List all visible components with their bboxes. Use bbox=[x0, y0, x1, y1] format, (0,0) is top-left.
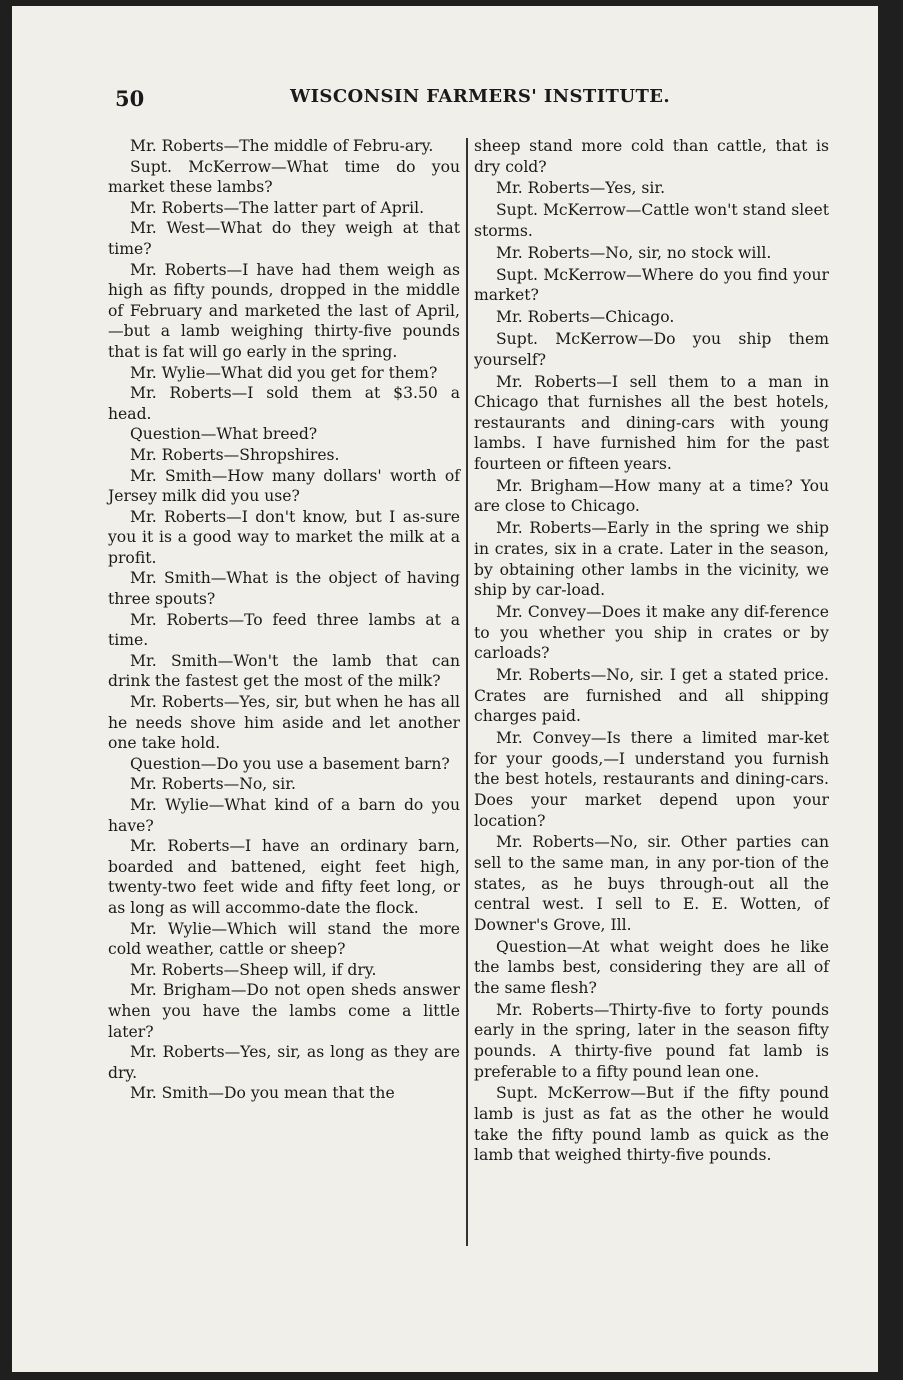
paragraph: Mr. Roberts—No, sir. Other parties can sell to the same man, in any por-tion of the states, as he buys through-out all the central west. I sell to E. E. Wotten, of Downer's Grove, Ill. bbox=[474, 833, 829, 934]
paragraph: Mr. Roberts—Chicago. bbox=[496, 308, 675, 327]
paragraph: Mr. Roberts—The latter part of April. bbox=[130, 198, 425, 217]
page-number: 50 bbox=[115, 86, 145, 111]
paragraph: Mr. Roberts—Shropshires. bbox=[130, 445, 340, 464]
paragraph: Question—Do you use a basement barn? bbox=[130, 754, 450, 773]
paragraph: Supt. McKerrow—Do you ship them yourself? bbox=[474, 330, 829, 369]
paragraph: Supt. McKerrow—But if the fifty pound lamb is just as fat as the other he would take the fifty pound lamb as quick as the lamb that weighed thirty-five pounds. bbox=[474, 1084, 829, 1165]
paragraph: Supt. McKerrow—Where do you find your market? bbox=[474, 265, 829, 305]
paragraph: sheep stand more cold than cattle, that is dry cold? bbox=[474, 137, 829, 176]
paragraph: Mr. Roberts—To feed three lambs at a time. bbox=[108, 610, 460, 650]
paragraph: Mr. Brigham—How many at a time? You are close to Chicago. bbox=[474, 476, 829, 516]
paragraph: Mr. Roberts—I have an ordinary barn, boarded and battened, eight feet high, twenty-two feet wide and fifty feet long, or as long as will accommo-date the flock. bbox=[108, 837, 460, 917]
paragraph: Mr. Roberts—No, sir. bbox=[130, 775, 296, 794]
paragraph: Mr. Roberts—Yes, sir. bbox=[496, 179, 666, 198]
paragraph: Mr. West—What do they weigh at that time? bbox=[108, 219, 460, 258]
paragraph: Mr. Convey—Is there a limited mar-ket for your goods,—I understand you furnish the best hotels, restaurants and dining-cars. Does your market depend upon your location? bbox=[474, 729, 829, 830]
paragraph: Mr. Roberts—No, sir, no stock will. bbox=[496, 243, 772, 262]
column-divider bbox=[466, 138, 468, 1246]
paragraph: Question—At what weight does he like the lambs best, considering they are all of the same flesh? bbox=[474, 937, 829, 997]
paragraph: Supt. McKerrow—What time do you market these lambs? bbox=[108, 157, 460, 197]
right-column bbox=[474, 136, 829, 1167]
paragraph: Mr. Roberts—No, sir. I get a stated price. Crates are furnished and all shipping charges paid. bbox=[474, 666, 829, 726]
paragraph: Mr. Wylie—What did you get for them? bbox=[130, 363, 438, 382]
paragraph: Mr. Smith—What is the object of having three spouts? bbox=[108, 569, 460, 609]
paragraph: Mr. Roberts—I have had them weigh as high as fifty pounds, dropped in the middle of February and marketed the last of April,—but a lamb weighing thirty-five pounds that is fat will go early in the spring. bbox=[108, 260, 460, 361]
paragraph: Mr. Roberts—I don't know, but I as-sure you it is a good way to market the milk at a profit. bbox=[108, 507, 460, 567]
paragraph: Mr. Smith—Won't the lamb that can drink the fastest get the most of the milk? bbox=[108, 651, 460, 691]
paragraph: Mr. Roberts—Early in the spring we ship in crates, six in a crate. Later in the season, by obtaining other lambs in the vicinity, we ship by car-load. bbox=[474, 519, 829, 600]
running-title: WISCONSIN FARMERS' INSTITUTE. bbox=[290, 86, 671, 107]
paragraph: Mr. Smith—Do you mean that the bbox=[130, 1084, 395, 1103]
paragraph: Mr. Roberts—Yes, sir, but when he has all he needs shove him aside and let another one take hold. bbox=[108, 693, 460, 753]
paragraph: Mr. Roberts—I sell them to a man in Chicago that furnishes all the best hotels, restaurants and dining-cars with young lambs. I have furnished him for the past fourteen or fifteen years. bbox=[474, 372, 829, 473]
paragraph: Question—What breed? bbox=[130, 425, 318, 444]
paragraph: Mr. Roberts—The middle of Febru-ary. bbox=[130, 137, 434, 155]
paragraph: Mr. Brigham—Do not open sheds answer when you have the lambs come a little later? bbox=[108, 981, 460, 1041]
paragraph: Mr. Smith—How many dollars' worth of Jersey milk did you use? bbox=[108, 466, 460, 506]
paragraph: Mr. Convey—Does it make any dif-ference to you whether you ship in crates or by carloads? bbox=[474, 603, 829, 663]
left-column bbox=[108, 136, 460, 1104]
paragraph: Supt. McKerrow—Cattle won't stand sleet storms. bbox=[474, 201, 829, 240]
paragraph: Mr. Roberts—Yes, sir, as long as they are dry. bbox=[108, 1043, 460, 1082]
book-page bbox=[12, 6, 878, 1372]
paragraph: Mr. Wylie—Which will stand the more cold weather, cattle or sheep? bbox=[108, 919, 460, 959]
paragraph: Mr. Wylie—What kind of a barn do you have? bbox=[108, 796, 460, 835]
paragraph: Mr. Roberts—I sold them at $3.50 a head. bbox=[108, 384, 460, 423]
paragraph: Mr. Roberts—Sheep will, if dry. bbox=[130, 960, 377, 979]
paragraph: Mr. Roberts—Thirty-five to forty pounds early in the spring, later in the season fifty pounds. A thirty-five pound fat lamb is preferable to a fifty pound lean one. bbox=[474, 1000, 829, 1081]
